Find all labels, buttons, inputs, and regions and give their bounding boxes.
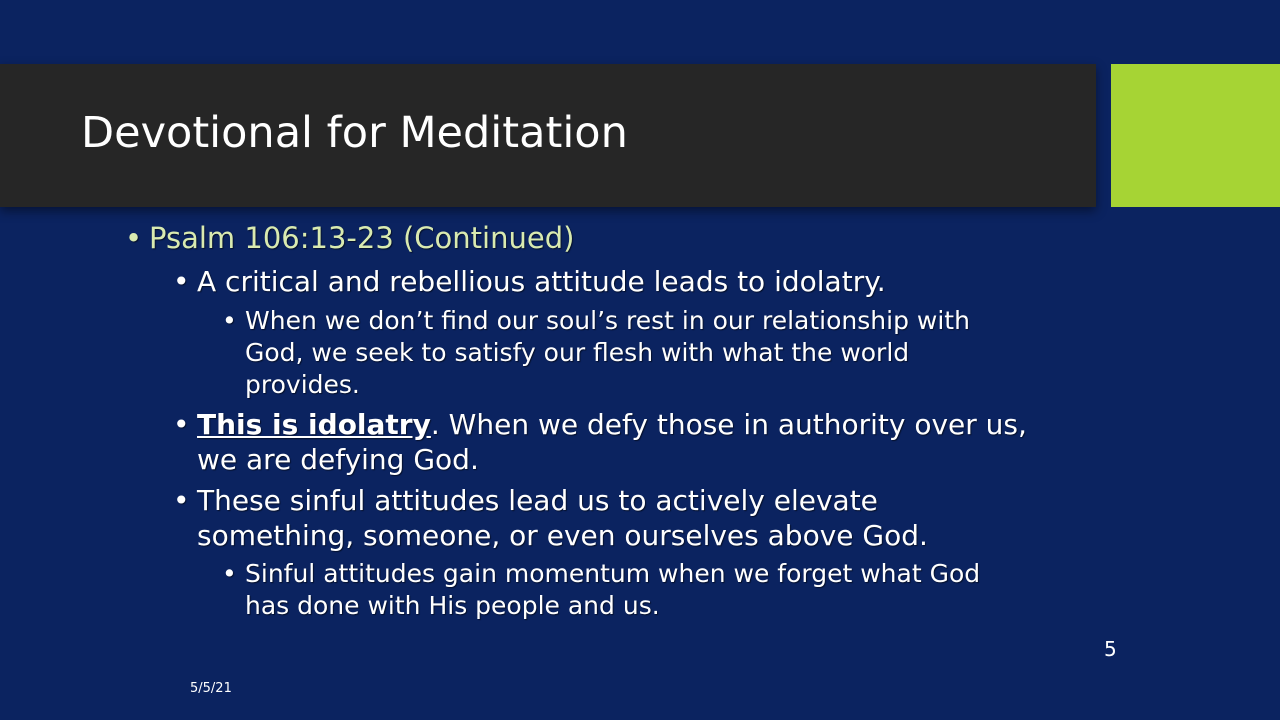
bullet-text: Psalm 106:13-23 (Continued) — [149, 221, 575, 255]
bullet-text: A critical and rebellious attitude leads to idolatry. — [197, 265, 886, 298]
bullet-dot: • — [173, 408, 190, 441]
slide-number: 5 — [1104, 637, 1117, 661]
bullet-dot: • — [222, 306, 237, 335]
bullet-text-line-2: has done with His people and us. — [245, 591, 660, 620]
slide-date: 5/5/21 — [190, 681, 232, 696]
bullet-text-line-2: God, we seek to satisfy our flesh with what the world — [245, 338, 910, 367]
bullet-text-line-1 — [197, 407, 1027, 442]
bullet-text-line-1: Sinful attitudes gain momentum when we forget what God — [245, 559, 981, 588]
bullet-dot: • — [222, 559, 237, 588]
bullet-dot: • — [173, 265, 190, 298]
bullet-text-line-1: These sinful attitudes lead us to actively elevate — [197, 484, 878, 517]
bullet-text-line-1: When we don’t find our soul’s rest in our relationship with — [245, 306, 970, 335]
slide-title: Devotional for Meditation — [81, 108, 628, 158]
bullet-text-line-3: provides. — [245, 370, 360, 399]
bullet-text-line-2: we are defying God. — [197, 443, 479, 476]
bullet-text-line-2: something, someone, or even ourselves above God. — [197, 519, 928, 552]
emphasized-phrase: This is idolatry — [197, 408, 431, 441]
bullet-text-continuation: . When we defy those in authority over us, — [430, 408, 1027, 441]
bullet-dot: • — [173, 484, 190, 517]
bullet-dot: • — [125, 221, 143, 255]
